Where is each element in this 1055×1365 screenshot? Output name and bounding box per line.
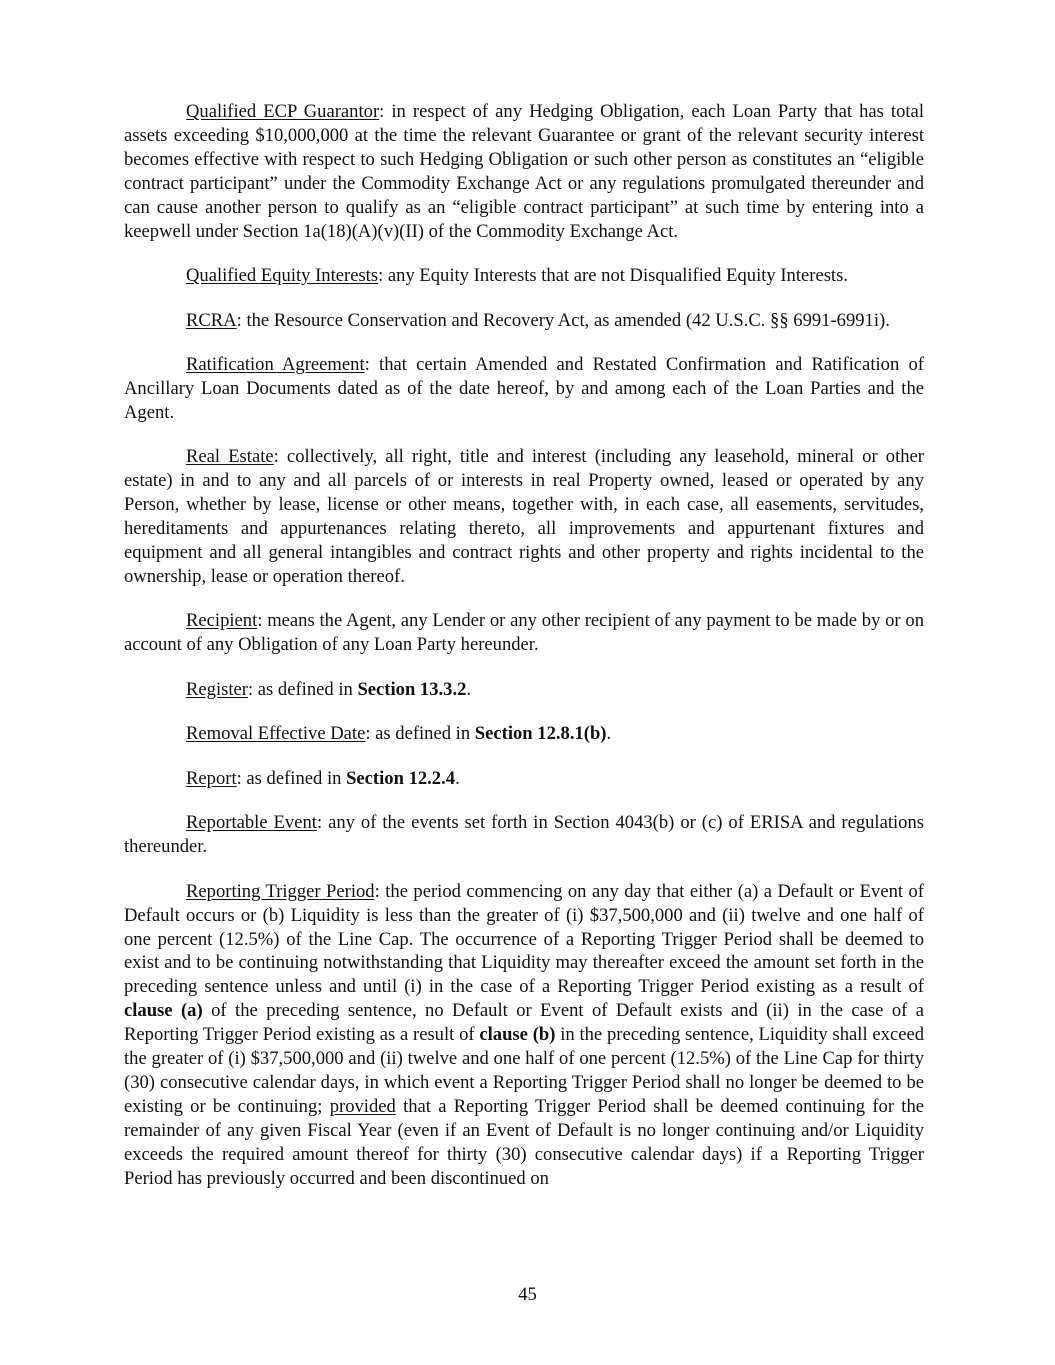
definition-real-estate bbox=[124, 445, 924, 588]
definition-reportable-event bbox=[124, 811, 924, 859]
defined-term: Reportable Event bbox=[186, 812, 317, 834]
definition-removal-effective-date bbox=[124, 722, 924, 746]
page-number: 45 bbox=[518, 1284, 537, 1305]
definition-text: : as defined in bbox=[247, 678, 358, 700]
definition-text: : the period commencing on any day that either (a) a Default or Event of Default occurs or (b) Liquidity is less than the greater of (i) $37,500,000 and (ii) twelve and one half of one percent (12.5%) of the Line Cap. The occurrence of a Reporting Trigger Period shall be deemed to exist and to be continuing notwithstanding that Liquidity may thereafter exceed the amount set forth in the preceding sentence unless and until (i) in the case of a Reporting Trigger Period existing as a result of bbox=[124, 880, 924, 998]
definition-text: : any Equity Interests that are not Disqualified Equity Interests. bbox=[378, 265, 848, 287]
defined-term: Reporting Trigger Period bbox=[186, 880, 375, 902]
definition-text: : in respect of any Hedging Obligation, each Loan Party that has total assets exceeding $10,000,000 at the time the relevant Guarantee or grant of the relevant security interest becomes effective with respect to such Hedging Obligation or such other person as constitutes an “eligible contract participant” under the Commodity Exchange Act or any regulations promulgated thereunder and can cause another person to qualify as an “eligible contract participant” at such time by entering into a keepwell under Section 1a(18)(A)(v)(II) of the Commodity Exchange Act. bbox=[124, 101, 924, 242]
document-page bbox=[124, 100, 924, 1211]
definition-text: : any of the events set forth in Section 4043(b) or (c) of ERISA and regulations thereunder. bbox=[124, 812, 925, 858]
definition-register bbox=[124, 678, 924, 702]
definition-text: of the preceding sentence, no Default or Event of Default exists and (ii) in the case of a Reporting Trigger Period existing as a result of bbox=[124, 1000, 924, 1046]
definition-end: . bbox=[466, 678, 472, 700]
definition-text: : that certain Amended and Restated Confirmation and Ratification of Ancillary Loan Documents dated as of the date hereof, by and among each of the Loan Parties and the Agent. bbox=[124, 354, 924, 423]
defined-term: Qualified ECP Guarantor bbox=[186, 101, 380, 122]
definition-text: in the preceding sentence, Liquidity shall exceed the greater of (i) $37,500,000 and (ii) twelve and one half of one percent (12.5%) of the Line Cap for thirty (30) consecutive calendar days, in which event a Reporting Trigger Period shall no longer be deemed to be existing or be continuing; bbox=[124, 1024, 925, 1117]
definition-rcra bbox=[124, 309, 924, 333]
defined-term: Register bbox=[186, 678, 248, 700]
definition-text: that a Reporting Trigger Period shall be deemed continuing for the remainder of any given Fiscal Year (even if an Event of Default is no longer continuing and/or Liquidity exceeds the required amount thereof for thirty (30) consecutive calendar days) if a Reporting Trigger Period has previously occurred and been discontinued on bbox=[124, 1095, 924, 1189]
defined-term: Qualified Equity Interests bbox=[186, 265, 379, 287]
definition-end: . bbox=[455, 767, 460, 789]
definition-text: : as defined in bbox=[365, 723, 475, 745]
definition-qualified-equity-interests bbox=[124, 264, 924, 288]
definition-text: : collectively, all right, title and interest (including any leasehold, mineral or other estate) in and to any and all parcels of or interests in real Property owned, leased or operated by any Person, whether by lease, license or other means, together with, in each case, all easements, servitudes, hereditaments and appurtenances relating thereto, all improvements and appurtenant fixtures and equipment and all general intangibles and contract rights and other property and rights incidental to the ownership, lease or operation thereof. bbox=[124, 446, 924, 587]
defined-term: Report bbox=[186, 767, 237, 789]
definition-text: : means the Agent, any Lender or any other recipient of any payment to be made by or on account of any Obligation of any Loan Party hereunder. bbox=[124, 610, 924, 656]
definition-recipient bbox=[124, 609, 924, 657]
section-reference: Section 12.2.4 bbox=[346, 767, 456, 789]
definition-text: : the Resource Conservation and Recovery Act, as amended (42 U.S.C. §§ 6991-6991i). bbox=[236, 309, 890, 331]
clause-reference: clause (b) bbox=[479, 1024, 556, 1046]
provided-term: provided bbox=[329, 1095, 396, 1117]
definition-ratification-agreement bbox=[124, 353, 924, 425]
defined-term: Recipient bbox=[186, 610, 258, 632]
definition-reporting-trigger-period bbox=[124, 880, 924, 1191]
defined-term: Ratification Agreement bbox=[186, 354, 365, 376]
definition-text: : as defined in bbox=[236, 767, 347, 789]
defined-term: Real Estate bbox=[186, 446, 274, 468]
definition-report bbox=[124, 767, 924, 791]
section-reference: Section 12.8.1(b) bbox=[474, 723, 607, 745]
defined-term: Removal Effective Date bbox=[186, 723, 366, 745]
definition-end: . bbox=[606, 723, 612, 745]
definition-qualified-ecp-guarantor bbox=[124, 100, 924, 243]
defined-term: RCRA bbox=[186, 309, 237, 331]
clause-reference: clause (a) bbox=[124, 1000, 203, 1022]
section-reference: Section 13.3.2 bbox=[357, 678, 467, 700]
